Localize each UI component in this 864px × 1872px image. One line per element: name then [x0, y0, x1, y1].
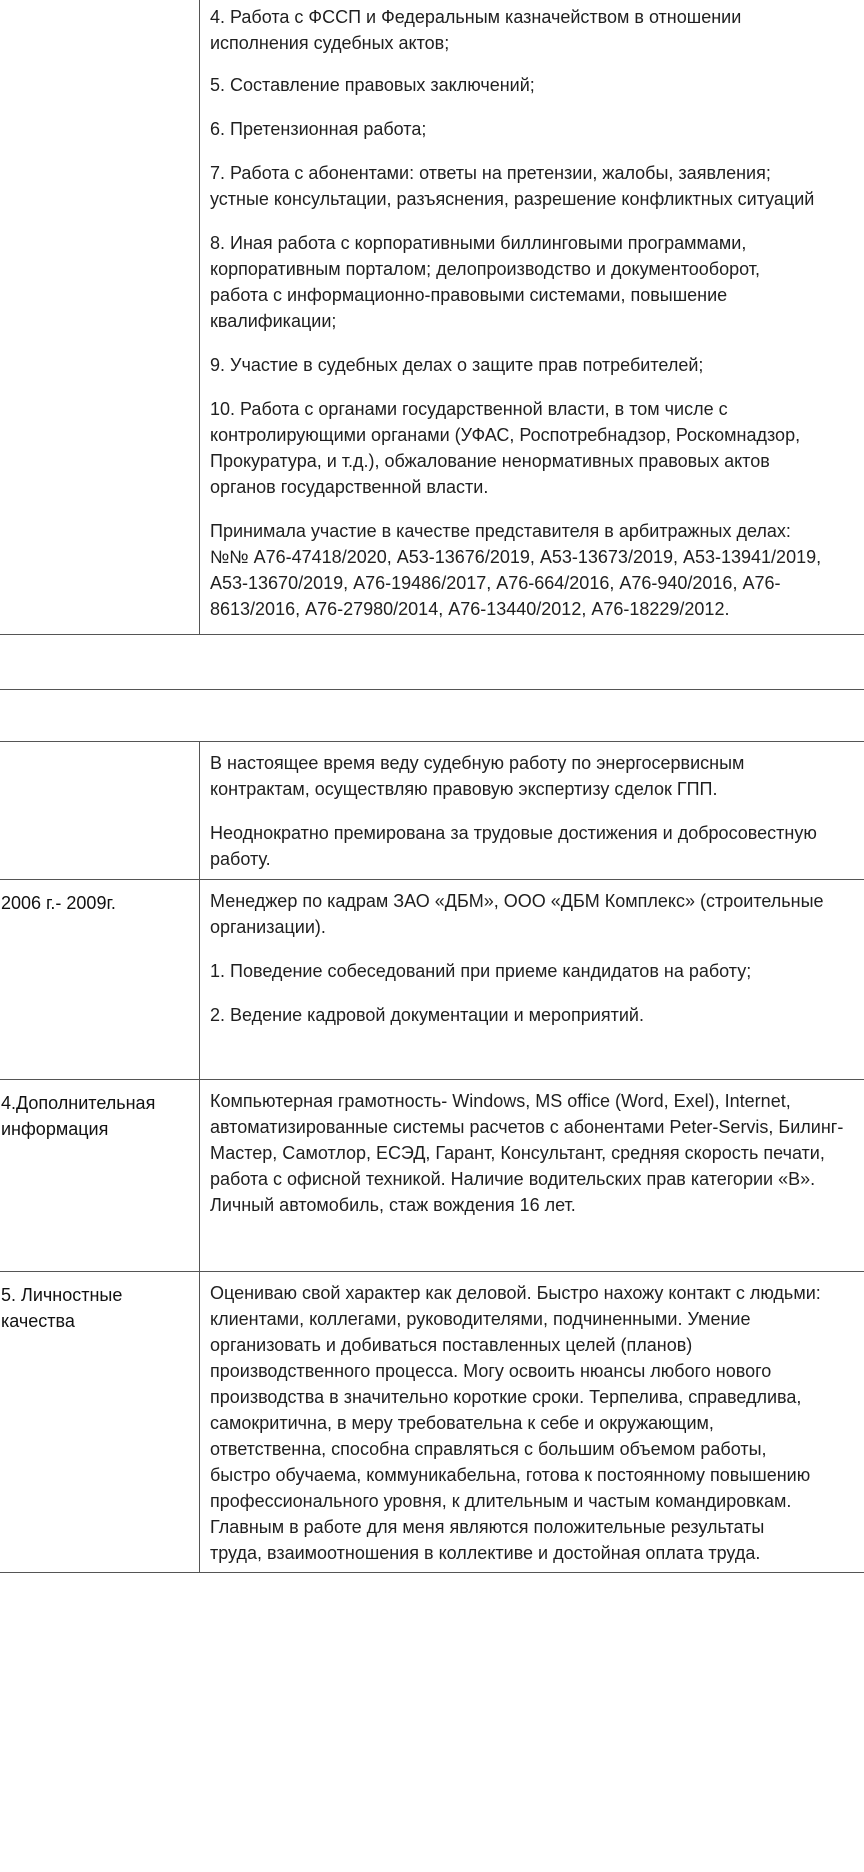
period-cell — [0, 880, 200, 1079]
duty-item-8: 8. Иная работа с корпоративными биллинговыми программами, корпоративным порталом; делопроизводство и документооборот, работа с информационно-правовыми системами, повышение квалификации; — [210, 233, 760, 331]
page-break-line — [0, 689, 864, 690]
experience-hr-row — [0, 880, 864, 1080]
duties-label-cell — [0, 0, 200, 634]
duty-item-9: 9. Участие в судебных делах о защите прав потребителей; — [210, 355, 704, 375]
experience-current-label — [0, 742, 200, 879]
duty-item-4: 4. Работа с ФССП и Федеральным казначейством в отношении исполнения судебных актов; — [210, 7, 742, 53]
current-duties: В настоящее время веду судебную работу по энергосервисным контрактам, осуществляю правовую экспертизу сделок ГПП. — [210, 753, 745, 799]
personal-qualities-row — [0, 1272, 864, 1573]
personal-qualities-content: Оцениваю свой характер как деловой. Быстро нахожу контакт с людьми: клиентами, коллегами, руководителями, подчиненными. Умение организовать и добиваться поставленных целей (планов) производственного процесса. Могу освоить нюансы любого нового производства в значительно короткие сроки. Терпелива, справедлива, самокритична, в меру требовательна к себе и окружающим, ответственна, способна справляться с большим объемом работы, быстро обучаема, коммуникабельна, готова к постоянному повышению профессионального уровня, к длительным и частым командировкам. Главным в работе для меня являются положительные результаты труда, взаимоотношения в коллективе и достойная оплата труда. — [210, 1283, 821, 1563]
duties-content — [200, 0, 864, 622]
duties-table — [0, 0, 864, 635]
awards: Неоднократно премирована за трудовые достижения и добросовестную работу. — [210, 823, 817, 869]
hr-duty-2: 2. Ведение кадровой документации и мероприятий. — [210, 1005, 644, 1025]
hr-job-title: Менеджер по кадрам ЗАО «ДБМ», ООО «ДБМ Комплекс» (строительные организации). — [210, 891, 824, 937]
experience-table — [0, 741, 864, 1573]
duty-item-6: 6. Претензионная работа; — [210, 119, 427, 139]
hr-job-content — [200, 880, 864, 1028]
experience-current-row — [0, 742, 864, 880]
arbitration-cases: Принимала участие в качестве представителя в арбитражных делах: №№ А76-47418/2020, А53-13676/2019, А53-13673/2019, А53-13941/2019, А53-13670/2019, А76-19486/2017, А76-664/2016, А76-940/2016, А76- 8613/2016, А76-27980/2014, А76-13440/2012, А76-18229/2012. — [210, 521, 822, 619]
duty-item-7: 7. Работа с абонентами: ответы на претензии, жалобы, заявления; устные консультации, разъяснения, разрешение конфликтных ситуаций — [210, 163, 815, 209]
personal-qualities-label: 5. Личностные качества — [0, 1272, 200, 1572]
duty-item-5: 5. Составление правовых заключений; — [210, 75, 535, 95]
duty-item-10: 10. Работа с органами государственной власти, в том числе с контролирующими органами (УФАС, Роспотребнадзор, Роскомнадзор, Прокуратура, и т.д.), обжалование ненормативных правовых актов органов государственной власти. — [210, 399, 801, 497]
extra-info-label: 4.Дополнительная информация — [0, 1080, 200, 1271]
duties-row — [0, 0, 864, 635]
period-text: 2006 г.- 2009г. — [1, 893, 116, 913]
extra-info-content: Компьютерная грамотность- Windows, MS office (Word, Exel), Internet, автоматизированные системы расчетов с абонентами Peter-Servis, Билинг- Мастер, Самотлор, ЕСЭД, Гарант, Консультант, средняя скорость печати, работа с офисной техникой. Наличие водительских прав категории «В». Личный автомобиль, стаж вождения 16 лет. — [210, 1091, 844, 1215]
extra-info-row — [0, 1080, 864, 1272]
experience-current-content — [200, 742, 864, 872]
hr-duty-1: 1. Поведение собеседований при приеме кандидатов на работу; — [210, 961, 752, 981]
